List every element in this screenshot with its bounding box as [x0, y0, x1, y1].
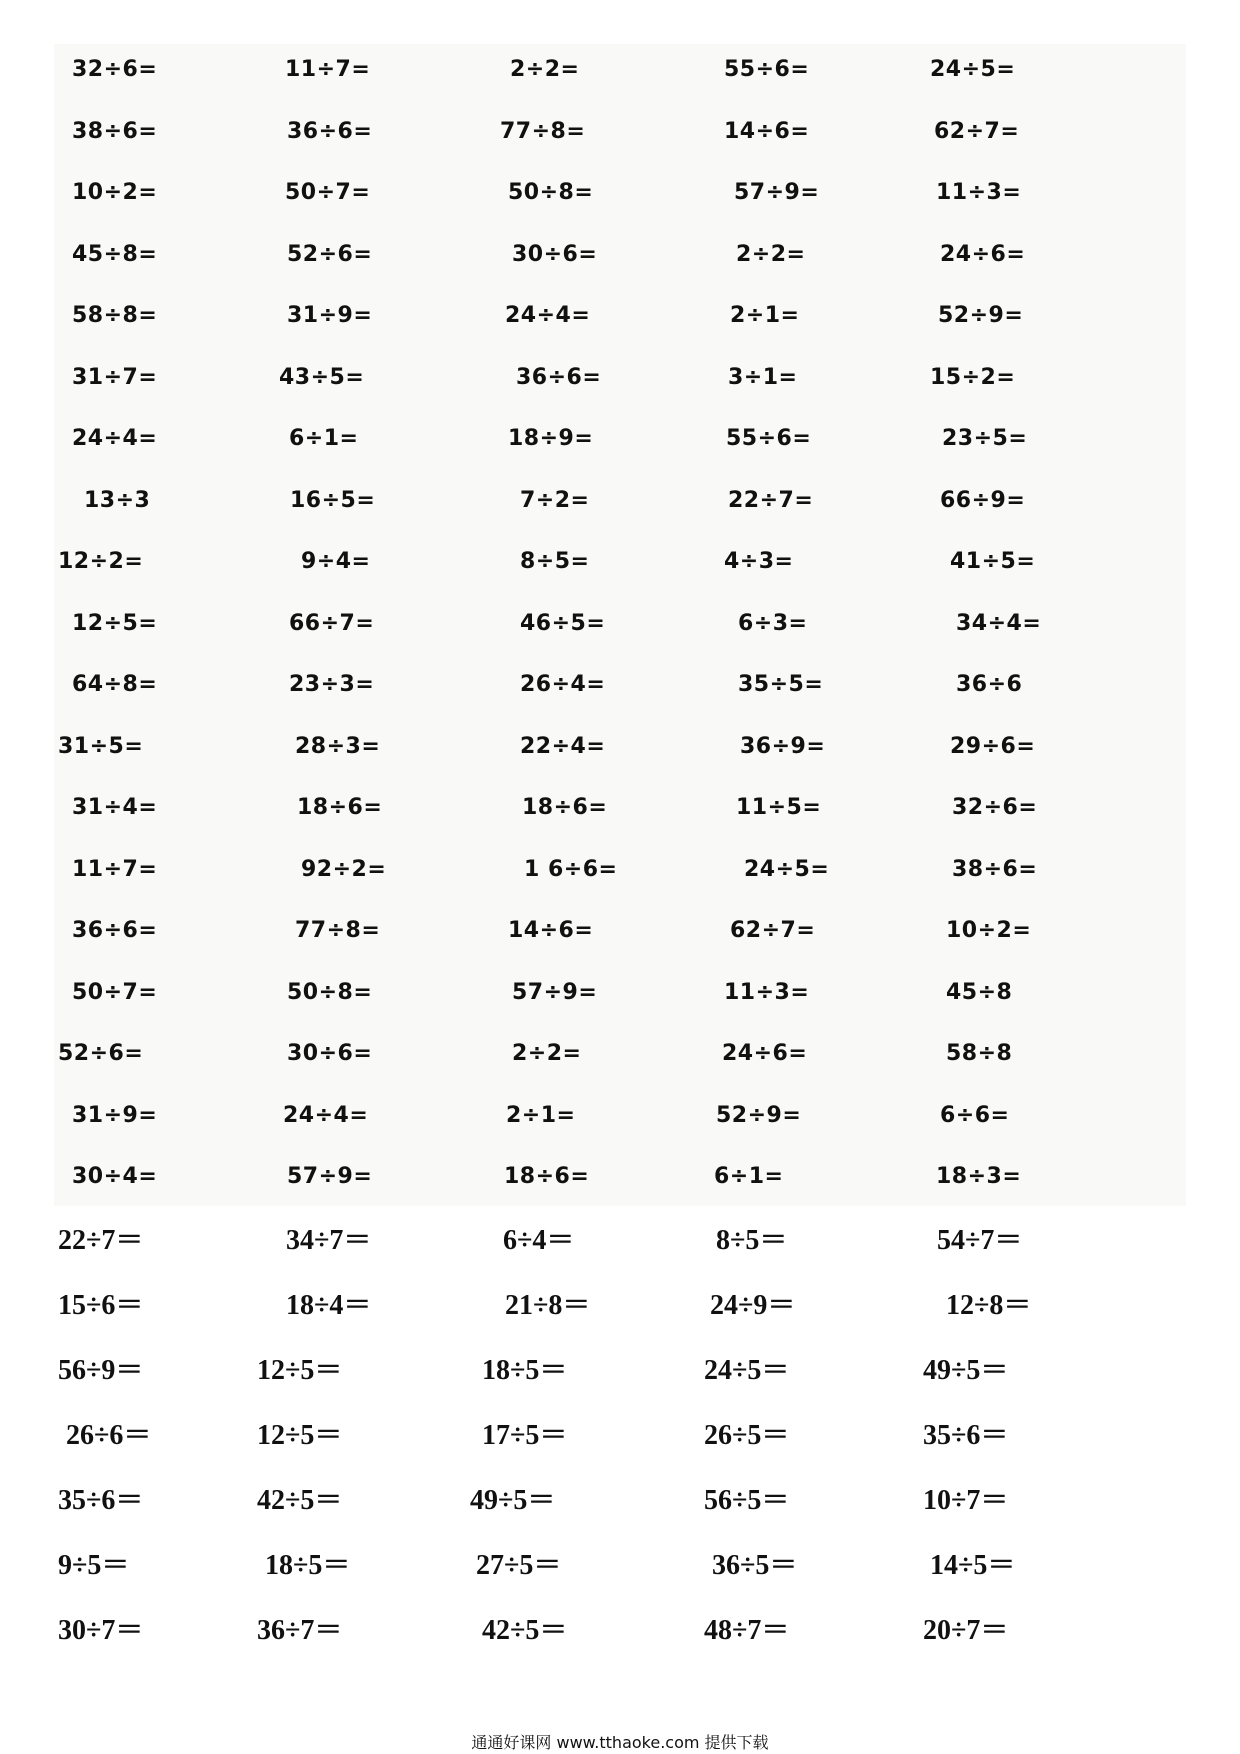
division-problem: 22÷7= — [728, 487, 814, 513]
division-problem: 55÷6= — [724, 57, 810, 82]
division-problem: 36÷5＝ — [712, 1550, 798, 1581]
division-problem: 36÷9= — [740, 733, 826, 759]
division-problem: 35÷6＝ — [923, 1420, 1009, 1451]
division-problem: 2÷1= — [506, 1102, 576, 1128]
division-problem: 49÷5＝ — [923, 1355, 1009, 1386]
division-problem: 52÷9= — [938, 303, 1024, 328]
division-problem: 32÷6= — [72, 57, 158, 82]
division-problem: 31÷9= — [287, 303, 373, 328]
division-problem: 31÷5= — [58, 733, 144, 759]
division-problem: 6÷6= — [940, 1102, 1010, 1128]
division-problem: 12÷5= — [72, 610, 158, 636]
division-problem: 14÷6= — [508, 918, 594, 943]
division-problem: 11÷7= — [72, 856, 158, 882]
division-problem: 22÷4= — [520, 733, 606, 759]
division-problem: 29÷6= — [950, 733, 1036, 759]
division-problem: 62÷7= — [934, 118, 1020, 144]
division-problem: 31÷9= — [72, 1102, 158, 1128]
division-problem: 10÷7＝ — [923, 1485, 1009, 1516]
division-problem: 35÷5= — [738, 672, 824, 697]
division-problem: 18÷6= — [504, 1164, 590, 1189]
division-problem: 23÷3= — [289, 672, 375, 697]
division-problem: 24÷6= — [940, 241, 1026, 267]
division-problem: 57÷9= — [287, 1164, 373, 1189]
division-problem: 8÷5= — [520, 549, 590, 574]
division-problem: 15÷6＝ — [58, 1290, 144, 1321]
division-problem: 54÷7＝ — [937, 1225, 1023, 1256]
division-problem: 8÷5＝ — [716, 1225, 788, 1256]
division-problem: 42÷5＝ — [482, 1615, 568, 1646]
division-problem: 66÷9= — [940, 487, 1026, 513]
division-problem: 24÷5= — [930, 57, 1016, 82]
division-problem: 12÷2= — [58, 549, 144, 574]
division-problem: 45÷8= — [72, 241, 158, 267]
division-problem: 13÷3 — [84, 487, 151, 513]
division-problem: 2÷2= — [512, 1041, 582, 1066]
division-problem: 43÷5= — [279, 364, 365, 390]
division-problem: 36÷7＝ — [257, 1615, 343, 1646]
division-problem: 18÷6= — [522, 795, 608, 820]
division-problem: 18÷3= — [936, 1164, 1022, 1189]
division-problem: 4÷3= — [724, 549, 794, 574]
division-problem: 1 6÷6= — [524, 856, 618, 882]
division-problem: 10÷2= — [946, 918, 1032, 943]
division-problem: 10÷2= — [72, 180, 158, 205]
division-problem: 62÷7= — [730, 918, 816, 943]
division-problem: 12÷5＝ — [257, 1355, 343, 1386]
division-problem: 35÷6＝ — [58, 1485, 144, 1516]
division-problem: 26÷5＝ — [704, 1420, 790, 1451]
division-problem: 24÷9＝ — [710, 1290, 796, 1321]
division-problem: 58÷8= — [72, 303, 158, 328]
division-problem: 49÷5＝ — [470, 1485, 556, 1516]
division-problem: 56÷9＝ — [58, 1355, 144, 1386]
division-problem: 50÷7= — [285, 180, 371, 205]
division-problem: 14÷6= — [724, 118, 810, 144]
division-problem: 34÷7＝ — [286, 1225, 372, 1256]
division-problem: 50÷8= — [508, 180, 594, 205]
division-problem: 23÷5= — [942, 426, 1028, 451]
division-problem: 15÷2= — [930, 364, 1016, 390]
division-problem: 9÷4= — [301, 549, 371, 574]
division-problem: 30÷7＝ — [58, 1615, 144, 1646]
division-problem: 55÷6= — [726, 426, 812, 451]
division-problem: 3÷1= — [728, 364, 798, 390]
division-problem: 24÷5= — [744, 856, 830, 882]
division-problem: 36÷6= — [516, 364, 602, 390]
division-problem: 18÷6= — [297, 795, 383, 820]
division-problem: 12÷5＝ — [257, 1420, 343, 1451]
division-problem: 24÷6= — [722, 1041, 808, 1066]
division-problem: 57÷9= — [734, 180, 820, 205]
division-problem: 18÷9= — [508, 426, 594, 451]
division-problem: 27÷5＝ — [476, 1550, 562, 1581]
division-problem: 30÷4= — [72, 1164, 158, 1189]
division-problem: 9÷5＝ — [58, 1550, 130, 1581]
division-problem: 48÷7＝ — [704, 1615, 790, 1646]
division-problem: 6÷1= — [289, 426, 359, 451]
division-problem: 26÷6＝ — [66, 1420, 152, 1451]
division-problem: 30÷6= — [512, 241, 598, 267]
division-problem: 24÷4= — [72, 426, 158, 451]
division-problem: 77÷8= — [295, 918, 381, 943]
division-problem: 52÷6= — [58, 1041, 144, 1066]
division-problem: 2÷1= — [730, 303, 800, 328]
division-problem: 52÷6= — [287, 241, 373, 267]
division-problem: 30÷6= — [287, 1041, 373, 1066]
division-problem: 36÷6 — [956, 672, 1023, 697]
division-problem: 66÷7= — [289, 610, 375, 636]
division-problem: 11÷5= — [736, 795, 822, 820]
division-problem: 38÷6= — [72, 118, 158, 144]
division-problem: 42÷5＝ — [257, 1485, 343, 1516]
division-problem: 34÷4= — [956, 610, 1042, 636]
division-problem: 24÷4= — [505, 303, 591, 328]
division-problem: 50÷7= — [72, 979, 158, 1005]
division-problem: 24÷5＝ — [704, 1355, 790, 1386]
division-problem: 18÷5＝ — [482, 1355, 568, 1386]
division-problem: 57÷9= — [512, 979, 598, 1005]
division-problem: 7÷2= — [520, 487, 590, 513]
division-problem: 36÷6= — [287, 118, 373, 144]
division-problem: 26÷4= — [520, 672, 606, 697]
division-problem: 2÷2= — [736, 241, 806, 267]
division-problem: 11÷7= — [285, 57, 371, 82]
division-problem: 28÷3= — [295, 733, 381, 759]
division-problem: 77÷8= — [500, 118, 586, 144]
division-problem: 21÷8＝ — [505, 1290, 591, 1321]
division-problem: 46÷5= — [520, 610, 606, 636]
division-problem: 12÷8＝ — [946, 1290, 1032, 1321]
division-problem: 31÷4= — [72, 795, 158, 820]
division-problem: 16÷5= — [290, 487, 376, 513]
division-problem: 36÷6= — [72, 918, 158, 943]
division-problem: 50÷8= — [287, 979, 373, 1005]
division-problem: 41÷5= — [950, 549, 1036, 574]
division-problem: 38÷6= — [952, 856, 1038, 882]
division-problem: 14÷5＝ — [930, 1550, 1016, 1581]
division-problem: 6÷3= — [738, 610, 808, 636]
division-problem: 11÷3= — [936, 180, 1022, 205]
division-problem: 17÷5＝ — [482, 1420, 568, 1451]
division-problem: 32÷6= — [952, 795, 1038, 820]
division-problem: 11÷3= — [724, 979, 810, 1005]
division-problem: 45÷8 — [946, 979, 1013, 1005]
division-problem: 92÷2= — [301, 856, 387, 882]
division-problem: 18÷4＝ — [286, 1290, 372, 1321]
division-problem: 20÷7＝ — [923, 1615, 1009, 1646]
division-problem: 22÷7＝ — [58, 1225, 144, 1256]
division-problem: 31÷7= — [72, 364, 158, 390]
division-problem: 52÷9= — [716, 1102, 802, 1128]
division-problem: 6÷1= — [714, 1164, 784, 1189]
division-problem: 56÷5＝ — [704, 1485, 790, 1516]
division-problem: 24÷4= — [283, 1102, 369, 1128]
footer-source-text: 通通好课网 www.tthaoke.com 提供下载 — [471, 1733, 769, 1752]
division-problem: 6÷4＝ — [503, 1225, 575, 1256]
division-problem: 2÷2= — [510, 57, 580, 82]
division-problem: 18÷5＝ — [265, 1550, 351, 1581]
division-problem: 58÷8 — [946, 1041, 1013, 1066]
division-problem: 64÷8= — [72, 672, 158, 697]
